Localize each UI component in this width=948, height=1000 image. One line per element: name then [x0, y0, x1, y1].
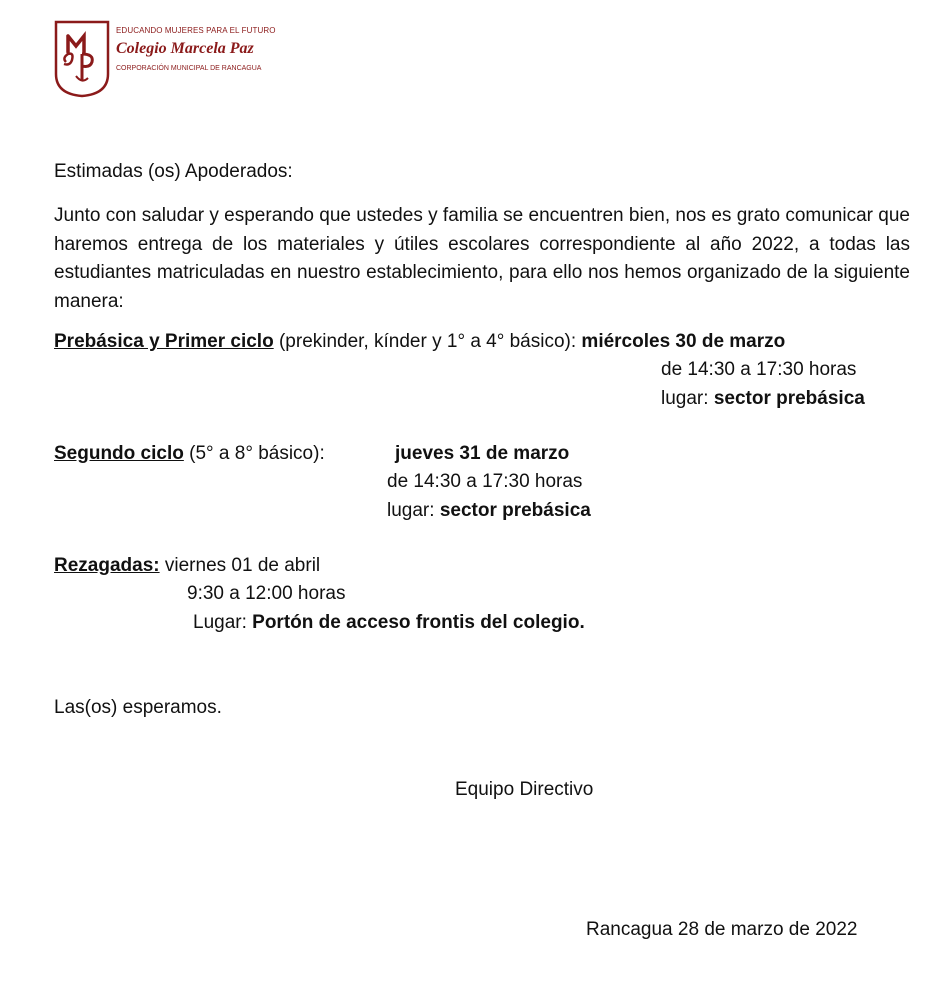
school-name: Colegio Marcela Paz [116, 40, 254, 57]
prebasica-place-label: lugar: [661, 388, 714, 409]
segundo-detail: (5° a 8° básico): [183, 443, 325, 464]
greeting: Estimadas (os) Apoderados: [54, 161, 293, 182]
prebasica-heading: Prebásica y Primer ciclo [54, 331, 274, 352]
segundo-day: jueves 31 de marzo [395, 443, 570, 464]
rezagadas-hours: 9:30 a 12:00 horas [187, 583, 346, 604]
school-crest-icon [52, 18, 112, 98]
school-header [116, 26, 276, 74]
rezagadas-place [193, 609, 585, 637]
segundo-hours: de 14:30 a 17:30 horas [387, 471, 583, 492]
rezagadas-line [54, 552, 320, 580]
prebasica-day: miércoles 30 de marzo [581, 331, 786, 352]
segundo-place [387, 497, 591, 525]
segundo-place-value: sector prebásica [439, 500, 591, 521]
rezagadas-place-label: Lugar: [193, 612, 253, 633]
prebasica-hours: de 14:30 a 17:30 horas [661, 359, 857, 380]
segundo-heading: Segundo ciclo [54, 443, 184, 464]
segundo-place-label: lugar: [387, 500, 440, 521]
intro-paragraph: Junto con saludar y esperando que ustedes y familia se encuentren bien, nos es grato comunicar que haremos entrega de los materiales y útiles escolares correspondiente al año 2022, a todas las estudiantes matriculadas en nuestro establecimiento, para ello nos hemos organizado de la siguiente manera: [54, 205, 910, 312]
rezagadas-heading: Rezagadas: [54, 555, 160, 576]
prebasica-line [54, 328, 785, 356]
prebasica-detail: (prekinder, kínder y 1° a 4° básico): [273, 331, 582, 352]
prebasica-place-value: sector prebásica [713, 388, 865, 409]
rezagadas-place-value: Portón de acceso frontis del colegio. [252, 612, 585, 633]
prebasica-place [661, 385, 865, 413]
signature: Equipo Directivo [455, 779, 594, 800]
date-line: Rancagua 28 de marzo de 2022 [586, 919, 858, 940]
segundo-line [54, 440, 325, 468]
school-corporation: CORPORACIÓN MUNICIPAL DE RANCAGUA [116, 65, 262, 72]
closing-line: Las(os) esperamos. [54, 697, 222, 718]
rezagadas-day: viernes 01 de abril [159, 555, 321, 576]
school-tagline: EDUCANDO MUJERES PARA EL FUTURO [116, 26, 276, 35]
